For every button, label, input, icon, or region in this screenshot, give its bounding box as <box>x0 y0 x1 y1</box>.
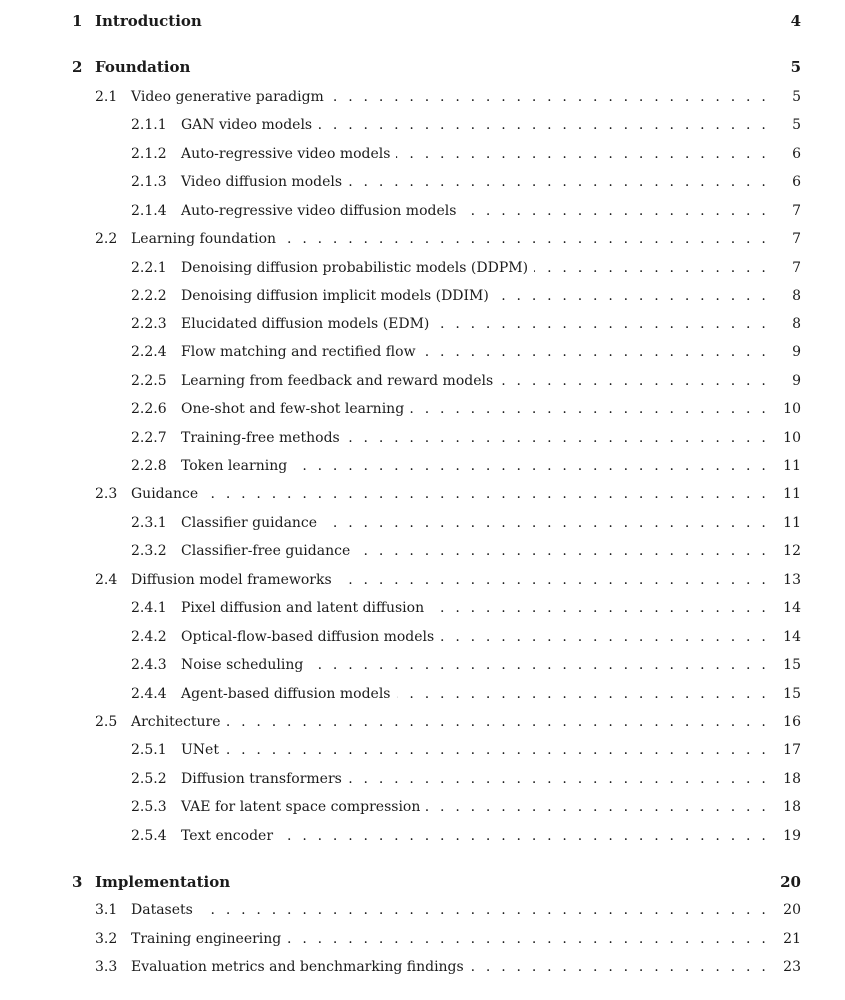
subsection-page-number: 9 <box>792 344 801 360</box>
section-number: 2.1 <box>95 89 118 105</box>
toc-section-3-3[interactable] <box>95 957 801 977</box>
toc-subsection-2-2-8[interactable] <box>131 456 801 476</box>
subsection-number: 2.4.2 <box>131 629 167 645</box>
subsection-number: 2.1.1 <box>131 117 167 133</box>
section-title: Guidance <box>131 486 199 502</box>
subsection-page-number: 17 <box>783 742 801 758</box>
chapter-number: 2 <box>72 58 83 76</box>
dot-leader <box>356 541 769 561</box>
dot-leader <box>346 428 769 448</box>
chapter-title: Implementation <box>95 873 231 891</box>
subsection-title: Classifier guidance <box>181 515 318 531</box>
section-page-number: 5 <box>792 89 801 105</box>
subsection-title: Auto-regressive video models <box>181 146 391 162</box>
subsection-number: 2.2.1 <box>131 260 167 276</box>
dot-leader <box>204 484 769 504</box>
section-title: Training engineering <box>131 931 282 947</box>
toc-subsection-2-1-4[interactable] <box>131 201 801 221</box>
subsection-number: 2.2.7 <box>131 430 167 446</box>
subsection-number: 2.2.6 <box>131 401 167 417</box>
subsection-page-number: 11 <box>783 458 801 474</box>
toc-section-2-5[interactable] <box>95 712 801 732</box>
toc-subsection-2-3-2[interactable] <box>131 541 801 561</box>
dot-leader <box>397 684 770 704</box>
dot-leader <box>410 399 769 419</box>
dot-leader <box>430 598 769 618</box>
subsection-title: Pixel diffusion and latent diffusion <box>181 600 425 616</box>
subsection-page-number: 10 <box>783 401 801 417</box>
dot-leader <box>499 371 769 391</box>
subsection-number: 2.2.3 <box>131 316 167 332</box>
section-title: Video generative paradigm <box>131 89 324 105</box>
section-page-number: 7 <box>792 231 801 247</box>
section-title: Learning foundation <box>131 231 277 247</box>
toc-subsection-2-2-4[interactable] <box>131 342 801 362</box>
subsection-title: Diffusion transformers <box>181 771 342 787</box>
section-number: 3.2 <box>95 931 118 947</box>
toc-chapter-2[interactable] <box>72 57 801 77</box>
section-page-number: 16 <box>783 714 801 730</box>
toc-section-2-2[interactable] <box>95 229 801 249</box>
subsection-title: Learning from feedback and reward models <box>181 373 494 389</box>
section-page-number: 20 <box>783 902 801 918</box>
dot-leader <box>338 570 769 590</box>
dot-leader <box>309 655 769 675</box>
subsection-title: Classifier-free guidance <box>181 543 351 559</box>
subsection-page-number: 6 <box>792 146 801 162</box>
toc-subsection-2-2-6[interactable] <box>131 399 801 419</box>
toc-subsection-2-1-3[interactable] <box>131 172 801 192</box>
subsection-page-number: 9 <box>792 373 801 389</box>
chapter-page-number: 20 <box>780 873 801 891</box>
dot-leader <box>318 115 769 135</box>
subsection-number: 2.1.3 <box>131 174 167 190</box>
section-page-number: 11 <box>783 486 801 502</box>
section-title: Datasets <box>131 902 193 918</box>
subsection-number: 2.3.2 <box>131 543 167 559</box>
toc-subsection-2-5-4[interactable] <box>131 826 801 846</box>
section-number: 3.3 <box>95 959 118 975</box>
subsection-number: 2.4.4 <box>131 686 167 702</box>
toc-subsection-2-4-2[interactable] <box>131 627 801 647</box>
section-number: 2.4 <box>95 572 118 588</box>
toc-section-2-3[interactable] <box>95 484 801 504</box>
subsection-page-number: 6 <box>792 174 801 190</box>
toc-subsection-2-2-5[interactable] <box>131 371 801 391</box>
dot-leader <box>435 314 769 334</box>
subsection-number: 2.2.8 <box>131 458 167 474</box>
subsection-page-number: 8 <box>792 288 801 304</box>
toc-section-3-1[interactable] <box>95 900 801 920</box>
subsection-number: 2.1.4 <box>131 203 167 219</box>
subsection-title: Denoising diffusion implicit models (DDIM) <box>181 288 489 304</box>
subsection-title: Optical-flow-based diffusion models <box>181 629 435 645</box>
subsection-number: 2.2.5 <box>131 373 167 389</box>
chapter-title: Introduction <box>95 12 202 30</box>
subsection-title: Noise scheduling <box>181 657 304 673</box>
dot-leader <box>440 627 769 647</box>
subsection-page-number: 18 <box>783 771 801 787</box>
toc-chapter-3[interactable] <box>72 872 801 892</box>
dot-leader <box>470 957 769 977</box>
subsection-number: 2.3.1 <box>131 515 167 531</box>
chapter-title: Foundation <box>95 58 191 76</box>
toc-subsection-2-4-4[interactable] <box>131 684 801 704</box>
subsection-title: One-shot and few-shot learning <box>181 401 405 417</box>
section-page-number: 21 <box>783 931 801 947</box>
toc-subsection-2-5-1[interactable] <box>131 740 801 760</box>
toc-subsection-2-1-1[interactable] <box>131 115 801 135</box>
subsection-page-number: 7 <box>792 203 801 219</box>
dot-leader <box>348 769 769 789</box>
toc-subsection-2-2-2[interactable] <box>131 286 801 306</box>
toc-section-2-4[interactable] <box>95 570 801 590</box>
dot-leader <box>495 286 769 306</box>
subsection-title: Flow matching and rectified flow <box>181 344 416 360</box>
section-number: 2.2 <box>95 231 118 247</box>
toc-subsection-2-4-1[interactable] <box>131 598 801 618</box>
toc-subsection-2-3-1[interactable] <box>131 513 801 533</box>
toc-subsection-2-4-3[interactable] <box>131 655 801 675</box>
subsection-number: 2.5.2 <box>131 771 167 787</box>
dot-leader <box>282 229 769 249</box>
subsection-number: 2.4.1 <box>131 600 167 616</box>
subsection-title: Denoising diffusion probabilistic models (DDPM) <box>181 260 529 276</box>
toc-subsection-2-1-2[interactable] <box>131 144 801 164</box>
subsection-title: Auto-regressive video diffusion models <box>181 203 457 219</box>
toc-subsection-2-5-2[interactable] <box>131 769 801 789</box>
subsection-page-number: 12 <box>783 543 801 559</box>
section-title: Architecture <box>131 714 221 730</box>
toc-chapter-1[interactable] <box>72 11 801 31</box>
subsection-title: Text encoder <box>181 828 274 844</box>
toc-section-2-1[interactable] <box>95 87 801 107</box>
dot-leader <box>225 740 769 760</box>
subsection-title: GAN video models <box>181 117 313 133</box>
dot-leader <box>330 87 769 107</box>
section-number: 2.3 <box>95 486 118 502</box>
toc-subsection-2-2-7[interactable] <box>131 428 801 448</box>
toc-subsection-2-2-3[interactable] <box>131 314 801 334</box>
subsection-number: 2.4.3 <box>131 657 167 673</box>
dot-leader <box>426 797 769 817</box>
toc-subsection-2-2-1[interactable] <box>131 258 801 278</box>
chapter-page-number: 5 <box>790 58 801 76</box>
section-page-number: 23 <box>783 959 801 975</box>
subsection-page-number: 10 <box>783 430 801 446</box>
dot-leader <box>396 144 769 164</box>
subsection-title: Elucidated diffusion models (EDM) <box>181 316 430 332</box>
toc-subsection-2-5-3[interactable] <box>131 797 801 817</box>
subsection-page-number: 18 <box>783 799 801 815</box>
dot-leader <box>279 826 769 846</box>
subsection-number: 2.5.1 <box>131 742 167 758</box>
section-number: 2.5 <box>95 714 118 730</box>
dot-leader <box>422 342 769 362</box>
subsection-page-number: 15 <box>783 657 801 673</box>
dot-leader <box>348 172 769 192</box>
subsection-page-number: 7 <box>792 260 801 276</box>
subsection-title: Token learning <box>181 458 288 474</box>
toc-section-3-2[interactable] <box>95 929 801 949</box>
subsection-title: Agent-based diffusion models <box>181 686 391 702</box>
dot-leader <box>287 929 769 949</box>
subsection-number: 2.1.2 <box>131 146 167 162</box>
chapter-page-number: 4 <box>790 12 801 30</box>
section-page-number: 13 <box>783 572 801 588</box>
subsection-page-number: 14 <box>783 629 801 645</box>
dot-leader <box>534 258 769 278</box>
section-title: Diffusion model frameworks <box>131 572 332 588</box>
subsection-number: 2.5.4 <box>131 828 167 844</box>
subsection-number: 2.5.3 <box>131 799 167 815</box>
dot-leader <box>227 712 769 732</box>
subsection-title: VAE for latent space compression <box>181 799 421 815</box>
chapter-number: 3 <box>72 873 83 891</box>
dot-leader <box>462 201 769 221</box>
subsection-page-number: 8 <box>792 316 801 332</box>
section-title: Evaluation metrics and benchmarking findings <box>131 959 464 975</box>
dot-leader <box>323 513 769 533</box>
subsection-number: 2.2.4 <box>131 344 167 360</box>
chapter-number: 1 <box>72 12 83 30</box>
subsection-page-number: 5 <box>792 117 801 133</box>
subsection-title: Video diffusion models <box>181 174 343 190</box>
subsection-title: Training-free methods <box>181 430 340 446</box>
subsection-page-number: 14 <box>783 600 801 616</box>
subsection-page-number: 15 <box>783 686 801 702</box>
section-number: 3.1 <box>95 902 118 918</box>
subsection-page-number: 19 <box>783 828 801 844</box>
subsection-number: 2.2.2 <box>131 288 167 304</box>
dot-leader <box>293 456 769 476</box>
dot-leader <box>199 900 769 920</box>
subsection-page-number: 11 <box>783 515 801 531</box>
subsection-title: UNet <box>181 742 219 758</box>
